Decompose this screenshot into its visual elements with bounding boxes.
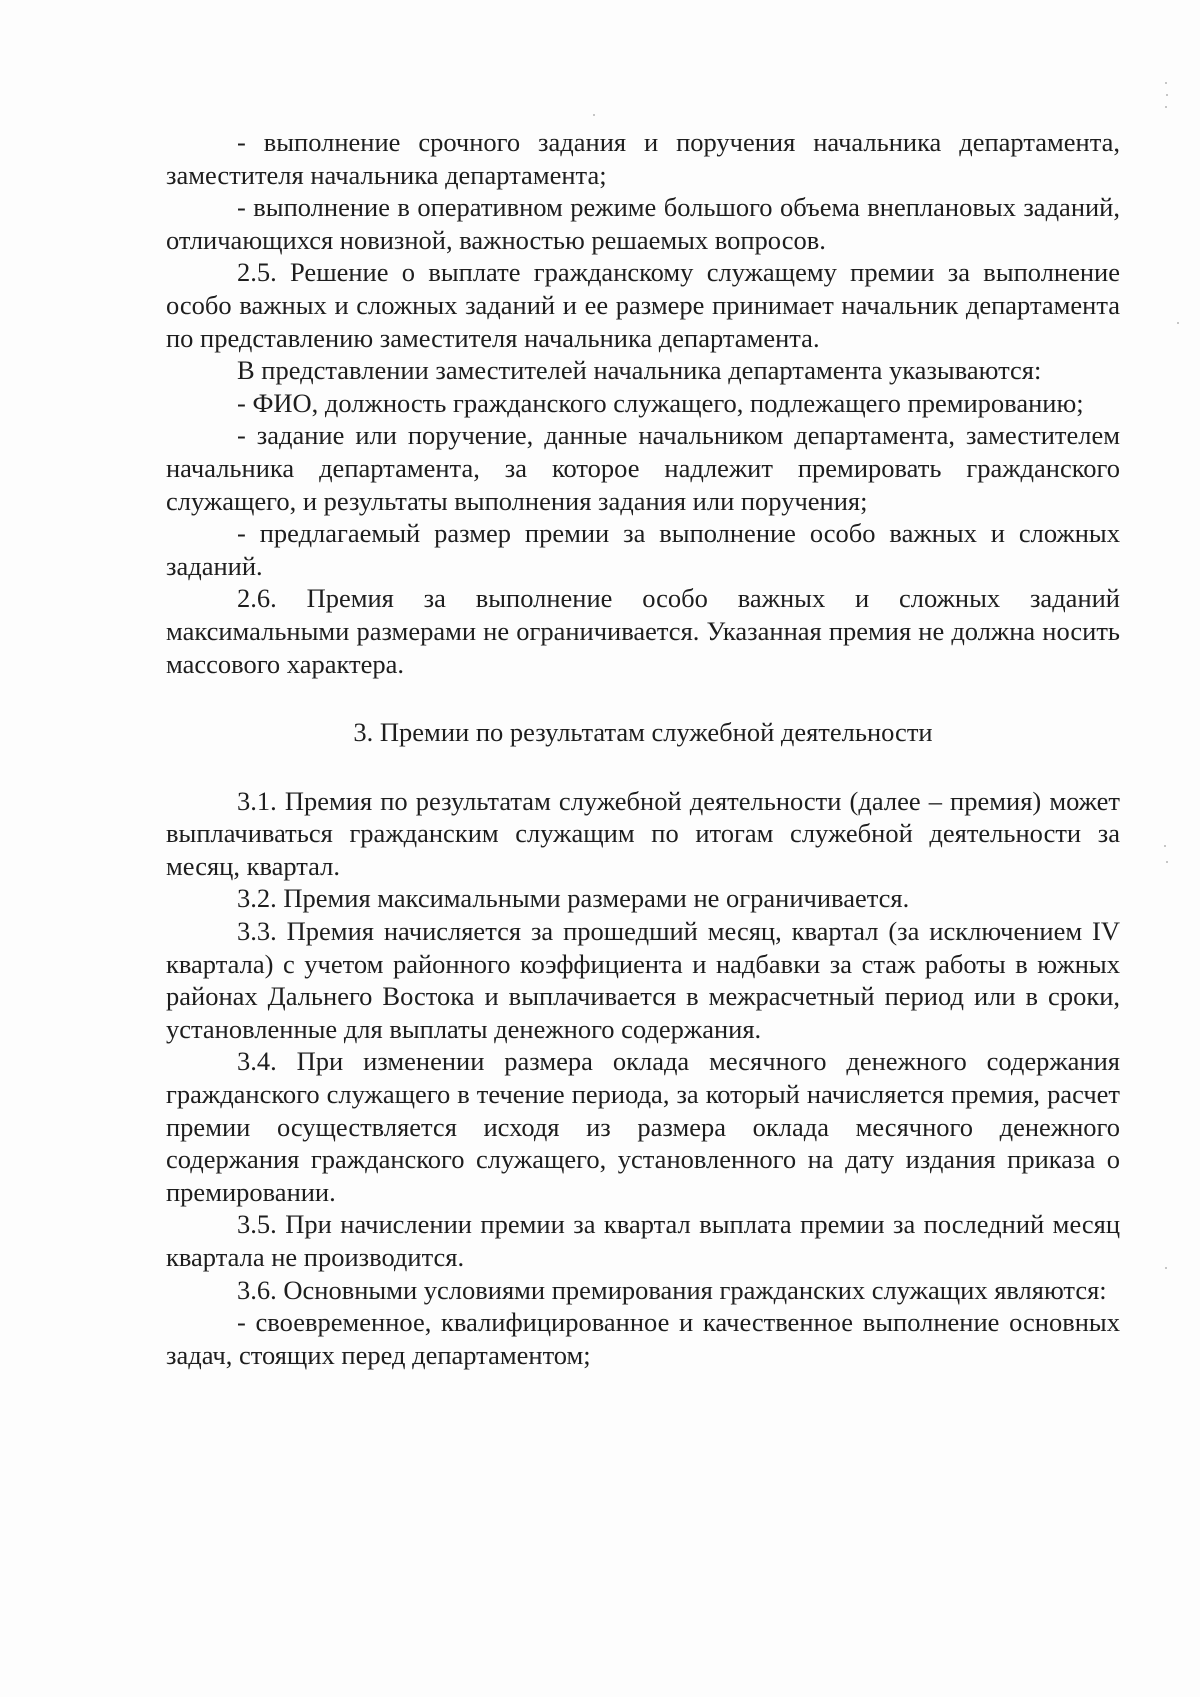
paragraph-3-2: 3.2. Премия максимальными размерами не ограничивается. xyxy=(237,883,910,914)
scan-speck xyxy=(1165,82,1167,84)
scan-speck xyxy=(1165,1267,1167,1269)
paragraph-2-6: 2.6. Премия за выполнение особо важных и сложных заданий максимальными размерами не ограничивается. Указанная премия не должна носить массового характера. xyxy=(166,583,1120,679)
scan-speck xyxy=(1166,94,1168,96)
scan-speck xyxy=(1177,322,1179,324)
scan-speck xyxy=(1166,861,1168,863)
section-heading: 3. Премии по результатам служебной деятельности xyxy=(353,717,933,748)
paragraph-unplanned-tasks: - выполнение в оперативном режиме большого объема внеплановых заданий, отличающихся новизной, важностью решаемых вопросов. xyxy=(166,192,1120,255)
scan-speck xyxy=(593,114,595,116)
scan-speck xyxy=(1165,106,1167,108)
paragraph-3-3: 3.3. Премия начисляется за прошедший месяц, квартал (за исключением IV квартала) с учетом районного коэффициента и надбавки за стаж работы в южных районах Дальнего Востока и выплачивается в межрасчетный период или в сроки, установленные для выплаты денежного содержания. xyxy=(166,916,1120,1044)
paragraph-urgent-task: - выполнение срочного задания и поручения начальника департамента, заместителя начальника департамента; xyxy=(166,127,1120,190)
paragraph-fio: - ФИО, должность гражданского служащего, подлежащего премированию; xyxy=(237,387,1084,418)
paragraph-3-6: 3.6. Основными условиями премирования гражданских служащих являются: xyxy=(237,1274,1107,1305)
paragraph-3-5: 3.5. При начислении премии за квартал выплата премии за последний месяц квартала не производится. xyxy=(166,1209,1120,1272)
paragraph-task-or-order: - задание или поручение, данные начальником департамента, заместителем начальника департамента, за которое надлежит премировать гражданского служащего, и результаты выполнения задания или поручения; xyxy=(166,420,1120,516)
paragraph-timely-execution: - своевременное, квалифицированное и качественное выполнение основных задач, стоящих перед департаментом; xyxy=(166,1307,1120,1370)
paragraph-3-1: 3.1. Премия по результатам служебной деятельности (далее – премия) может выплачиваться гражданским служащим по итогам служебной деятельности за месяц, квартал. xyxy=(166,785,1120,881)
paragraph-submission-intro: В представлении заместителей начальника департамента указываются: xyxy=(237,355,1042,386)
scan-speck xyxy=(1164,845,1166,847)
paragraph-2-5: 2.5. Решение о выплате гражданскому служащему премии за выполнение особо важных и сложных заданий и ее размере принимает начальник департамента по представлению заместителя начальника департамента. xyxy=(166,257,1120,353)
paragraph-3-4: 3.4. При изменении размера оклада месячного денежного содержания гражданского служащего в течение периода, за который начисляется премия, расчет премии осуществляется исходя из размера оклада месячного денежного содержания гражданского служащего, установленного на дату издания приказа о премировании. xyxy=(166,1046,1120,1207)
paragraph-proposed-amount: - предлагаемый размер премии за выполнение особо важных и сложных заданий. xyxy=(166,518,1120,581)
document-body xyxy=(166,126,1120,1371)
